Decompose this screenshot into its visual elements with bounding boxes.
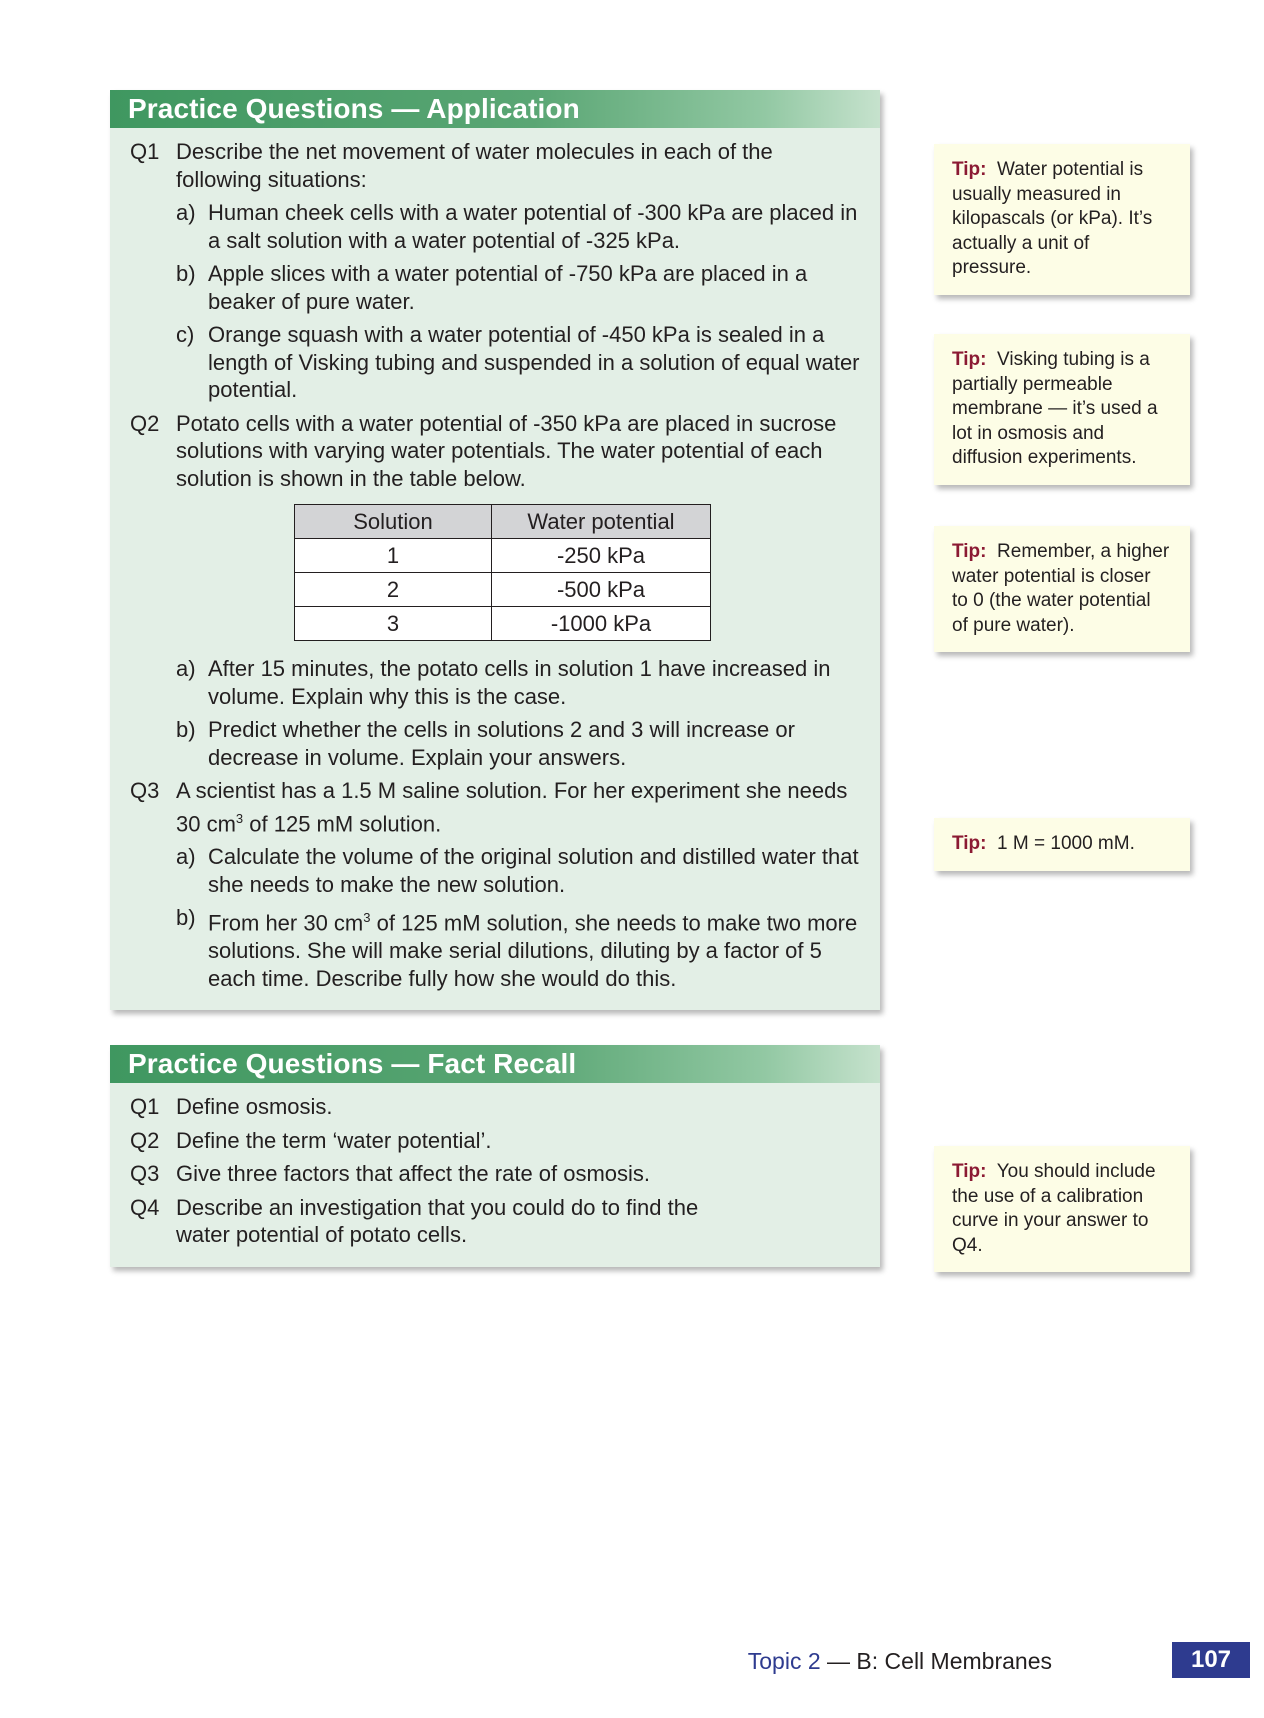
subquestion-q2a <box>176 655 860 710</box>
question-text: Define osmosis. <box>176 1094 333 1119</box>
question-number: Q1 <box>130 139 160 164</box>
question-text: Potato cells with a water potential of -350 kPa are placed in sucrose solutions with varying water potentials. The water potential of each solution is shown in the table below. <box>176 410 837 491</box>
question-text-part: of 125 mM solution. <box>243 810 442 836</box>
tip-text: Visking tubing is a partially permeable membrane — it’s used a lot in osmosis and diffusion experiments. <box>952 349 1158 468</box>
subquestion-text: Apple slices with a water potential of -750 kPa are placed in a beaker of pure water. <box>208 261 808 314</box>
application-title: Practice Questions — Application <box>110 90 880 128</box>
question-number: Q4 <box>130 1194 160 1220</box>
subquestion-label: b) <box>176 717 196 742</box>
tip-box <box>934 526 1190 652</box>
subquestion-label: a) <box>176 200 196 225</box>
fact-recall-panel <box>110 1045 880 1267</box>
tip-box <box>934 144 1190 295</box>
water-potential-table <box>294 504 711 641</box>
footer-topic-label: Topic 2 <box>747 1648 821 1674</box>
question-text: Give three factors that affect the rate of osmosis. <box>176 1161 651 1186</box>
subquestion-label: a) <box>176 844 196 870</box>
tip-label: Tip: <box>952 1161 987 1182</box>
question-number: Q3 <box>130 778 160 803</box>
subquestion-text-part: From her 30 cm <box>208 910 364 936</box>
question-number: Q1 <box>130 1094 160 1119</box>
fact-recall-title: Practice Questions — Fact Recall <box>110 1045 880 1083</box>
subquestion-text <box>208 904 860 992</box>
question-number: Q2 <box>130 1127 160 1153</box>
tip-label: Tip: <box>952 833 987 854</box>
question-q1 <box>130 138 860 193</box>
subquestion-text: Orange squash with a water potential of -450 kPa is sealed in a length of Visking tubing and suspended in a solution of equal water potential. <box>208 322 860 402</box>
tip-label: Tip: <box>952 159 987 180</box>
table-row <box>295 573 711 607</box>
subquestion-q3b <box>176 904 860 992</box>
subquestion-text: After 15 minutes, the potato cells in solution 1 have increased in volume. Explain why this is the case. <box>208 656 831 709</box>
tip-text: Water potential is usually measured in kilopascals (or kPa). It’s actually a unit of pressure. <box>952 159 1153 278</box>
subquestion-label: a) <box>176 656 196 681</box>
table-row <box>295 539 711 573</box>
tip-label: Tip: <box>952 349 987 370</box>
table-header: Solution <box>295 505 492 539</box>
subquestion-q1c <box>176 321 860 404</box>
recall-question <box>130 1093 860 1121</box>
subquestion-label: c) <box>176 322 195 347</box>
tip-text: 1 M = 1000 mM. <box>997 833 1135 854</box>
tip-text: You should include the use of a calibration curve in your answer to Q4. <box>952 1161 1156 1256</box>
subquestion-q1b <box>176 260 860 315</box>
question-text-part: A scientist has a 1.5 M saline solution. For her experiment she needs 30 cm <box>176 778 848 836</box>
footer-topic <box>748 1648 1052 1675</box>
table-cell: 3 <box>295 607 492 641</box>
recall-question <box>130 1194 860 1249</box>
question-q3 <box>130 777 860 837</box>
tip-box <box>934 1146 1190 1272</box>
superscript: 3 <box>363 910 371 926</box>
question-text: Define the term ‘water potential’. <box>176 1127 492 1153</box>
question-text: Describe the net movement of water molecules in each of the following situations: <box>176 139 773 192</box>
table-row <box>295 607 711 641</box>
tip-text: Remember, a higher water potential is closer to 0 (the water potential of pure water). <box>952 541 1170 636</box>
table-cell: 1 <box>295 539 492 573</box>
subquestion-text: Human cheek cells with a water potential of -300 kPa are placed in a salt solution with a water potential of -325 kPa. <box>208 200 858 253</box>
subquestion-q1a <box>176 199 860 254</box>
recall-question <box>130 1127 860 1155</box>
table-cell: -250 kPa <box>492 539 711 573</box>
subquestion-q3a <box>176 843 860 898</box>
page-number: 107 <box>1172 1642 1250 1678</box>
question-text <box>176 777 860 837</box>
tip-label: Tip: <box>952 541 987 562</box>
table-cell: 2 <box>295 573 492 607</box>
subquestion-label: b) <box>176 905 196 931</box>
tip-box <box>934 818 1190 871</box>
recall-question <box>130 1160 860 1188</box>
question-number: Q3 <box>130 1161 160 1186</box>
table-cell: -1000 kPa <box>492 607 711 641</box>
table-cell: -500 kPa <box>492 573 711 607</box>
superscript: 3 <box>235 810 244 826</box>
tip-box <box>934 334 1190 485</box>
footer-section: — B: Cell Membranes <box>820 1648 1052 1674</box>
table-header-row <box>295 505 711 539</box>
subquestion-text: Predict whether the cells in solutions 2 and 3 will increase or decrease in volume. Explain your answers. <box>208 717 795 770</box>
subquestion-q2b <box>176 716 860 771</box>
question-q2 <box>130 410 860 493</box>
table-header: Water potential <box>492 505 711 539</box>
subquestion-text: Calculate the volume of the original solution and distilled water that she needs to make the new solution. <box>208 844 859 897</box>
question-text: Describe an investigation that you could do to find the water potential of potato cells. <box>176 1194 699 1247</box>
subquestion-text-part: of 125 mM solution, she needs to make two more solutions. She will make serial dilutions, diluting by a factor of 5 each time. Describe fully how she would do this. <box>208 910 858 991</box>
subquestion-label: b) <box>176 261 196 286</box>
question-number: Q2 <box>130 410 160 436</box>
application-panel <box>110 90 880 1010</box>
